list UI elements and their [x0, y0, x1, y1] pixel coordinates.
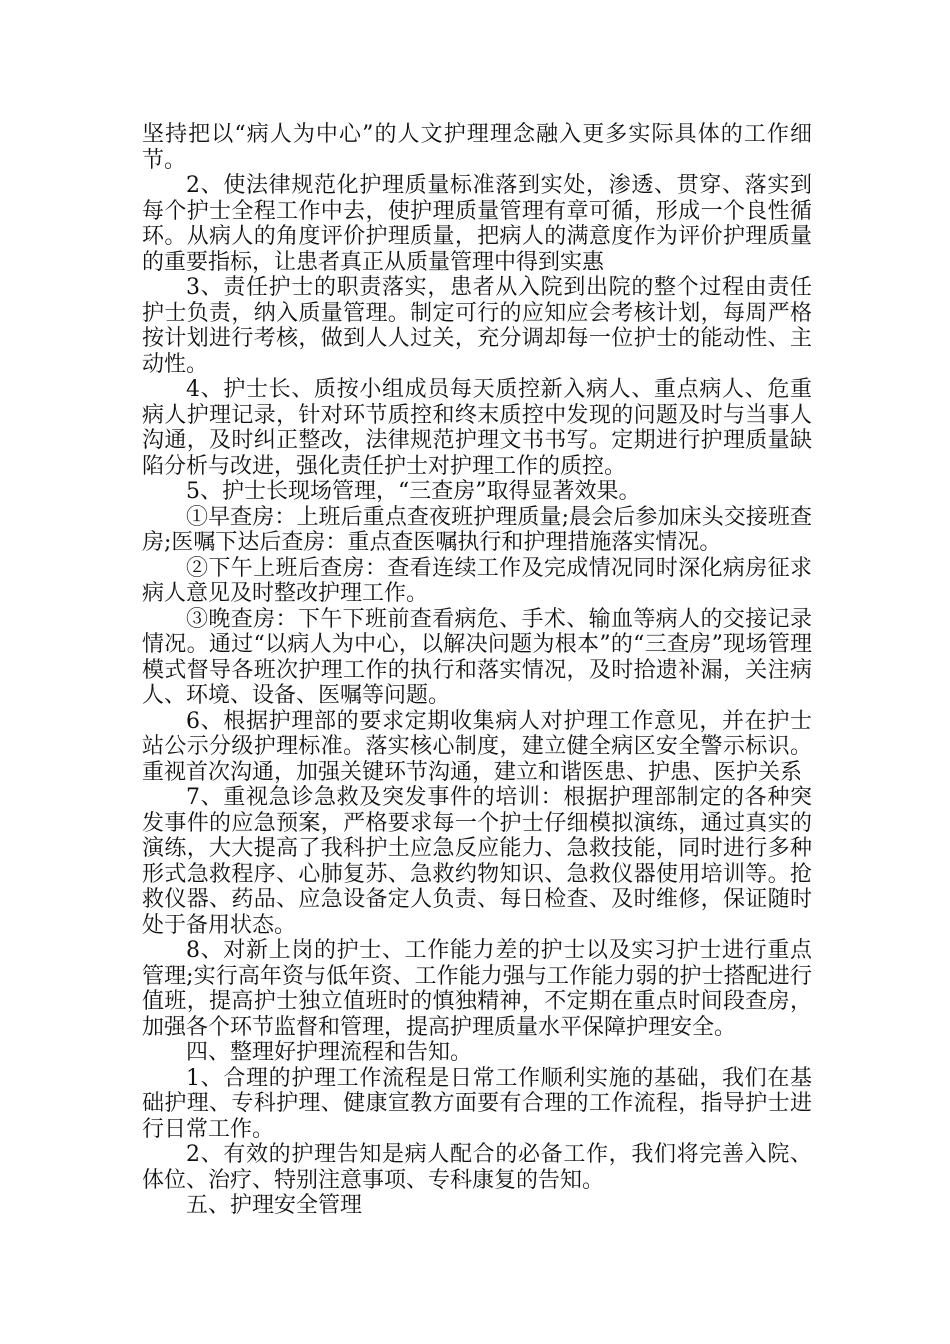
paragraph-item-3: 3、责任护士的职责落实，患者从入院到出院的整个过程由责任护士负责，纳入质量管理。制定可行的应知应会考核计划，每周严格按计划进行考核，做到人人过关，充分调却每一位护士的能动性、主动性。: [142, 275, 812, 377]
section-heading-five: 五、护理安全管理: [186, 1193, 363, 1218]
paragraph-item-2: 2、使法律规范化护理质量标准落到实处，渗透、贯穿、落实到每个护士全程工作中去，使护理质量管理有章可循，形成一个良性循环。从病人的角度评价护理质量，把病人的满意度作为评价护理质量的重要指标，让患者真正从质量管理中得到实惠: [142, 173, 812, 275]
paragraph-item-6: 6、根据护理部的要求定期收集病人对护理工作意见，并在护士站公示分级护理标准。落实核心制度，建立健全病区安全警示标识。重视首次沟通，加强关键环节沟通，建立和谐医患、护患、医护关系: [142, 708, 812, 785]
paragraph-section4-item-2: 2、有效的护理告知是病人配合的必备工作，我们将完善入院、体位、治疗、特别注意事项、专科康复的告知。: [142, 1142, 812, 1193]
document-body: [142, 122, 812, 1219]
section-heading-four: 四、整理好护理流程和告知。: [186, 1040, 473, 1065]
paragraph-afternoon-rounds: ②下午上班后查房：查看连续工作及完成情况同时深化病房征求病人意见及时整改护理工作。: [142, 555, 812, 606]
paragraph-evening-rounds: ③晚查房：下午下班前查看病危、手术、输血等病人的交接记录情况。通过“以病人为中心，以解决问题为根本”的“三查房”现场管理模式督导各班次护理工作的执行和落实情况，及时拾遗补漏，关注病人、环境、设备、医嘱等问题。: [142, 606, 812, 708]
paragraph-section4-item-1: 1、合理的护理工作流程是日常工作顺利实施的基础，我们在基础护理、专科护理、健康宣教方面要有合理的工作流程，指导护士进行日常工作。: [142, 1065, 812, 1142]
paragraph-morning-rounds: ①早查房：上班后重点查夜班护理质量;晨会后参加床头交接班查房;医嘱下达后查房：重点查医嘱执行和护理措施落实情况。: [142, 504, 812, 555]
paragraph-item-8: 8、对新上岗的护士、工作能力差的护士以及实习护士进行重点管理;实行高年资与低年资、工作能力强与工作能力弱的护士搭配进行值班，提高护士独立值班时的慎独精神，不定期在重点时间段查房，加强各个环节监督和管理，提高护理质量水平保障护理安全。: [142, 938, 812, 1040]
paragraph-continuation: 坚持把以“病人为中心”的人文护理理念融入更多实际具体的工作细节。: [142, 122, 812, 173]
paragraph-item-7: 7、重视急诊急救及突发事件的培训：根据护理部制定的各种突发事件的应急预案，严格要求每一个护士仔细模拟演练，通过真实的演练，大大提高了我科护土应急反应能力、急救技能，同时进行多种形式急救程序、心肺复苏、急救约物知识、急救仪器使用培训等。抢救仪器、药品、应急设备定人负责、每日检查、及时维修，保证随时处于备用状态。: [142, 785, 812, 938]
paragraph-item-5: 5、护士长现场管理，“三查房”取得显著效果。: [186, 479, 641, 504]
paragraph-item-4: 4、护士长、质按小组成员每天质控新入病人、重点病人、危重病人护理记录，针对环节质控和终末质控中发现的问题及时与当事人沟通，及时纠正整改，法律规范护理文书书写。定期进行护理质量缺陷分析与改进，强化责任护士对护理工作的质控。: [142, 377, 812, 479]
